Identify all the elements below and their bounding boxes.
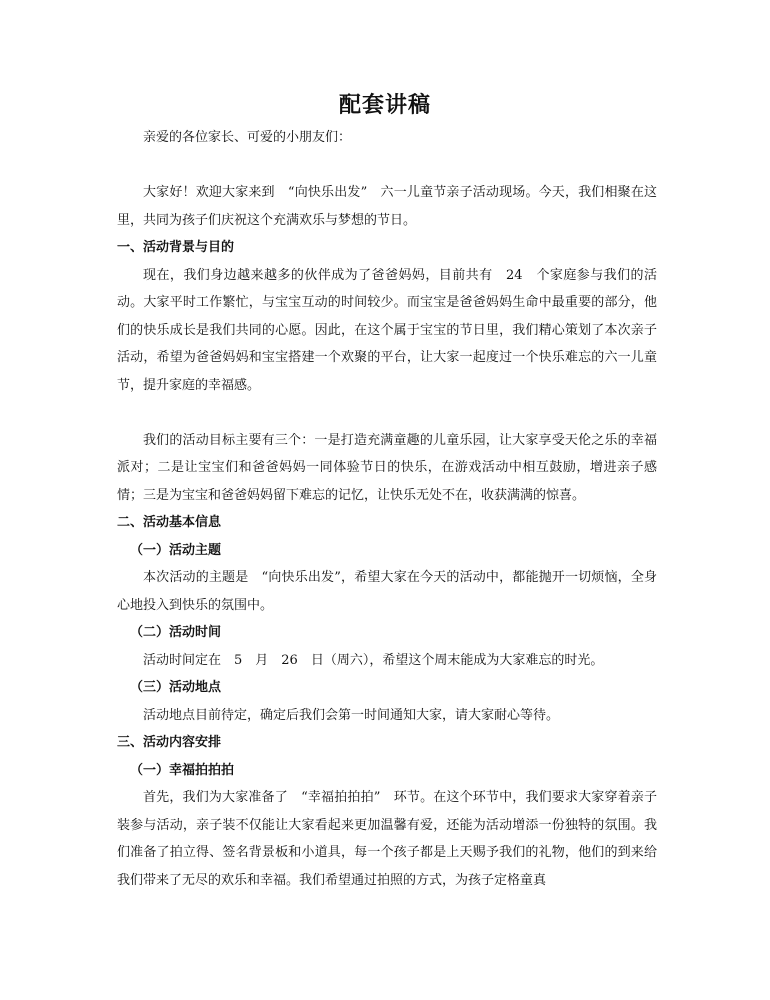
theme-paragraph: 本次活动的主题是 “向快乐出发”，希望大家在今天的活动中，都能抛开一切烦恼，全身心地投入到快乐的氛围中。 (117, 570, 657, 613)
subheading-happy-photos: （一）幸福拍拍拍 (130, 762, 235, 778)
subheading-theme: （一）活动主题 (130, 542, 222, 558)
happy-photos-paragraph: 首先，我们为大家准备了 “幸福拍拍拍” 环节。在这个环节中，我们要求大家穿着亲子装参与活动，亲子装不仅能让大家看起来更加温馨有爱，还能为活动增添一份独特的氛围。我们准备了拍立得、签名背景板和小道具，每一个孩子都是上天赐予我们的礼物，他们的到来给我们带来了无尽的欢乐和幸福。我们希望通过拍照的方式，为孩子定格童真 (117, 790, 657, 888)
document-body (117, 124, 657, 894)
goals-paragraph: 我们的活动目标主要有三个：一是打造充满童趣的儿童乐园，让大家享受天伦之乐的幸福派对；二是让宝宝们和爸爸妈妈一同体验节日的快乐，在游戏活动中相互鼓励，增进亲子感情；三是为宝宝和爸爸妈妈留下难忘的记忆，让快乐无处不在，收获满满的惊喜。 (117, 432, 657, 503)
subheading-place: （三）活动地点 (130, 680, 222, 695)
intro-paragraph: 大家好！欢迎大家来到 “向快乐出发” 六一儿童节亲子活动现场。今天，我们相聚在这里，共同为孩子们庆祝这个充满欢乐与梦想的节日。 (117, 185, 657, 228)
time-paragraph: 活动时间定在 5 月 26 日（周六），希望这个周末能成为大家难忘的时光。 (143, 652, 604, 668)
subheading-time: （二）活动时间 (130, 625, 222, 640)
section-heading-background: 一、活动背景与目的 (117, 240, 235, 255)
greeting-paragraph: 亲爱的各位家长、可爱的小朋友们： (143, 130, 352, 145)
page-title: 配套讲稿 (338, 92, 431, 118)
section-heading-basic-info: 二、活动基本信息 (117, 515, 222, 530)
place-paragraph: 活动地点目前待定，确定后我们会第一时间通知大家，请大家耐心等待。 (143, 707, 560, 723)
background-paragraph: 现在，我们身边越来越多的伙伴成为了爸爸妈妈，目前共有 24 个家庭参与我们的活动。大家平时工作繁忙，与宝宝互动的时间较少。而宝宝是爸爸妈妈生命中最重要的部分，他们的快乐成长是我们共同的心愿。因此，在这个属于宝宝的节日里，我们精心策划了本次亲子活动，希望为爸爸妈妈和宝宝搭建一个欢聚的平台，让大家一起度过一个快乐难忘的六一儿童节，提升家庭的幸福感。 (117, 267, 657, 393)
section-heading-content: 三、活动内容安排 (117, 735, 222, 750)
